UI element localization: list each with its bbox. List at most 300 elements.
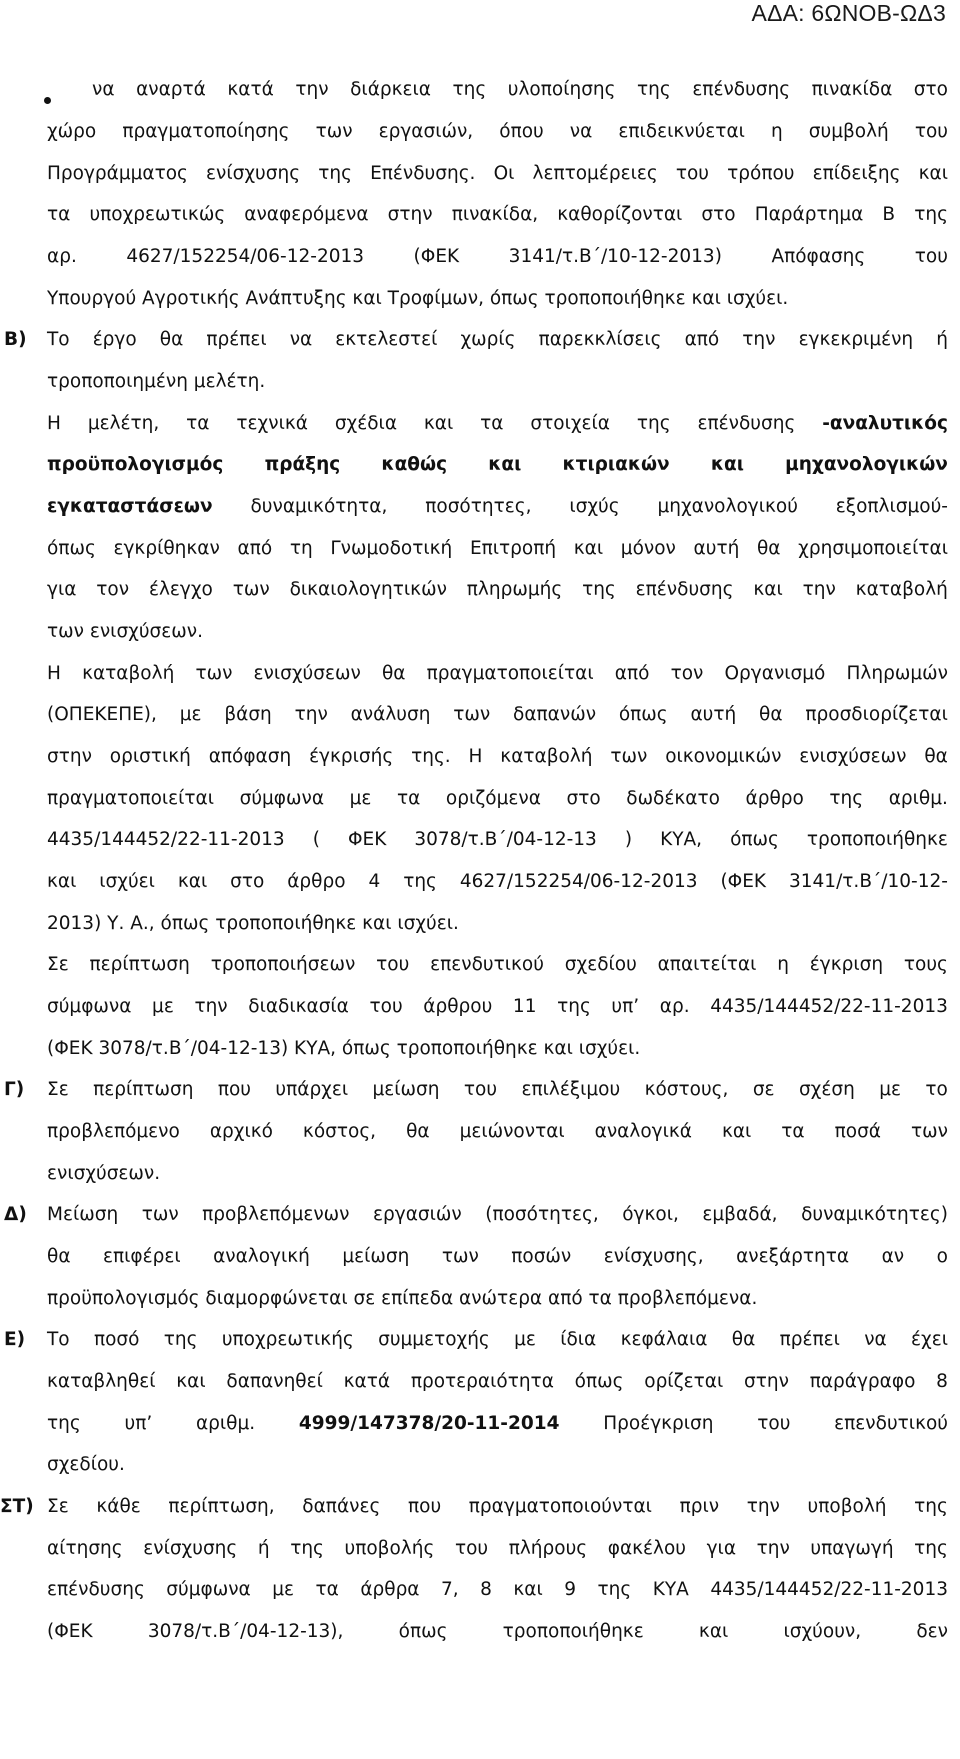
word: ποσό bbox=[93, 1329, 140, 1350]
word: με bbox=[514, 1329, 536, 1350]
word: Μείωση bbox=[47, 1204, 119, 1225]
word: οριζόμενα bbox=[445, 788, 541, 809]
word: δυναμικότητα, bbox=[250, 496, 388, 517]
word: όπως bbox=[47, 538, 96, 559]
word: πρέπει bbox=[206, 329, 267, 350]
text-line bbox=[47, 1495, 948, 1519]
word: των bbox=[910, 1121, 948, 1142]
word: τον bbox=[96, 579, 130, 600]
text-line bbox=[47, 453, 948, 477]
word: καθώς bbox=[381, 454, 448, 475]
word: 4627/152254/06-12-2013 bbox=[126, 246, 365, 267]
word: Σε bbox=[47, 954, 69, 975]
word: την bbox=[756, 1538, 790, 1559]
word: πληρωμής bbox=[466, 579, 563, 600]
word: 7, bbox=[441, 1579, 459, 1600]
word: 4435/144452/22-11-2013 bbox=[710, 1579, 948, 1600]
word: τους bbox=[903, 954, 948, 975]
word: η bbox=[777, 954, 789, 975]
text-line bbox=[47, 412, 948, 436]
word: σύμφωνα bbox=[239, 788, 325, 809]
word: περίπτωση bbox=[89, 954, 190, 975]
word: στο bbox=[230, 871, 265, 892]
word: ενίσχυσης bbox=[143, 1538, 238, 1559]
word: του bbox=[757, 1413, 791, 1434]
text-line bbox=[47, 328, 948, 352]
text-line bbox=[47, 745, 948, 769]
word: εργασιών bbox=[373, 1204, 462, 1225]
word: Προγράμματος bbox=[47, 163, 188, 184]
word: παρεκκλίσεις bbox=[538, 329, 662, 350]
word: δωδέκατο bbox=[626, 788, 720, 809]
text-run: -αναλυτικός bbox=[822, 413, 948, 434]
word: χρησιμοποιείται bbox=[798, 538, 948, 559]
word: οικονομικών bbox=[665, 746, 782, 767]
word: του bbox=[454, 1538, 489, 1559]
word: της bbox=[636, 413, 671, 434]
word: κόστος, bbox=[302, 1121, 377, 1142]
word: του bbox=[463, 1079, 498, 1100]
word: όπως bbox=[398, 1621, 448, 1642]
text-line bbox=[47, 537, 948, 561]
word: Απόφασης bbox=[771, 246, 866, 267]
word: της bbox=[318, 163, 352, 184]
word: του bbox=[914, 246, 948, 267]
text-run: σχεδίου. bbox=[47, 1454, 125, 1475]
word: 4627/152254/06-12-2013 bbox=[459, 871, 698, 892]
word: άρθρο bbox=[287, 871, 346, 892]
word: έγκρισής bbox=[309, 746, 394, 767]
word: στο bbox=[701, 204, 736, 225]
word: εγκεκριμένη bbox=[798, 329, 914, 350]
word: κατά bbox=[227, 79, 274, 100]
word: προβλεπόμενων bbox=[202, 1204, 350, 1225]
word: αναλογικά bbox=[594, 1121, 692, 1142]
word: της bbox=[914, 1496, 948, 1517]
word: προϋπολογισμός bbox=[47, 454, 224, 475]
word: κάθε bbox=[96, 1496, 141, 1517]
word: ΚΥΑ, bbox=[660, 829, 703, 850]
word: ( bbox=[312, 829, 320, 850]
word: υπ’ bbox=[124, 1413, 153, 1434]
word: ισχύς bbox=[569, 496, 620, 517]
word: λεπτομέρειες bbox=[532, 163, 658, 184]
text-line bbox=[47, 1078, 948, 1102]
word: Το bbox=[47, 329, 70, 350]
word: εγκρίθηκαν bbox=[113, 538, 220, 559]
text-line bbox=[47, 1245, 948, 1269]
word: προτεραιότητα bbox=[410, 1371, 554, 1392]
word: αν bbox=[881, 1246, 905, 1267]
word: στο bbox=[913, 79, 948, 100]
word: ανεξάρτητα bbox=[736, 1246, 850, 1267]
word: της bbox=[597, 1579, 632, 1600]
word: Πληρωμών bbox=[846, 663, 948, 684]
word: τα bbox=[315, 1579, 339, 1600]
word: 8 bbox=[936, 1371, 948, 1392]
word: ισχύει bbox=[99, 871, 155, 892]
word: τον bbox=[670, 663, 704, 684]
text-run: εγκαταστάσεων bbox=[47, 496, 213, 517]
word: Επιτροπή bbox=[469, 538, 557, 559]
word: έλεγχο bbox=[148, 579, 213, 600]
word: όπως bbox=[574, 1371, 624, 1392]
word: Σε bbox=[47, 1079, 69, 1100]
word: φακέλου bbox=[607, 1538, 687, 1559]
word: ενισχύσεων bbox=[799, 746, 907, 767]
word: καθορίζονται bbox=[557, 204, 683, 225]
word: όπου bbox=[499, 121, 544, 142]
word: Το bbox=[47, 1329, 70, 1350]
word: Η bbox=[47, 413, 61, 434]
word: για bbox=[706, 1538, 737, 1559]
word: στην bbox=[387, 204, 433, 225]
word: και bbox=[488, 454, 522, 475]
text-line bbox=[47, 995, 948, 1019]
word: που bbox=[217, 1079, 252, 1100]
word: και bbox=[513, 1579, 543, 1600]
text-line bbox=[47, 1370, 948, 1394]
section-label-b: Β) bbox=[4, 329, 27, 350]
text-line bbox=[47, 370, 265, 394]
word: επενδυτικού bbox=[430, 954, 544, 975]
word: (ΦΕΚ bbox=[720, 871, 767, 892]
text-run: ενισχύσεων. bbox=[47, 1163, 161, 1184]
word: η bbox=[770, 121, 783, 142]
word: 4435/144452/22-11-2013 bbox=[710, 996, 948, 1017]
word: της bbox=[557, 996, 591, 1017]
text-line bbox=[47, 953, 948, 977]
word: αναφερόμενα bbox=[244, 204, 369, 225]
word: τεχνικά bbox=[236, 413, 308, 434]
word: στην bbox=[47, 746, 92, 767]
word: της. bbox=[411, 746, 451, 767]
word: σε bbox=[752, 1079, 775, 1100]
word: θα bbox=[381, 663, 406, 684]
word: θα bbox=[159, 329, 184, 350]
word: αριθμ. bbox=[888, 788, 948, 809]
word: να bbox=[92, 79, 115, 100]
word: εμβαδά, bbox=[702, 1204, 778, 1225]
word: περίπτωση bbox=[93, 1079, 194, 1100]
word: χωρίς bbox=[460, 329, 516, 350]
word: άρθρο bbox=[745, 788, 804, 809]
word: Σε bbox=[47, 1496, 69, 1517]
word: της bbox=[637, 79, 671, 100]
word: οριστική bbox=[109, 746, 191, 767]
section-label-st: ΣΤ) bbox=[0, 1496, 34, 1517]
word: της bbox=[582, 579, 616, 600]
word: Οι bbox=[493, 163, 515, 184]
word: ποσά bbox=[834, 1121, 881, 1142]
word: παράγραφο bbox=[809, 1371, 916, 1392]
text-line bbox=[47, 1453, 125, 1477]
word: την bbox=[742, 329, 776, 350]
word: 3078/τ.Β΄/04-12-13), bbox=[147, 1621, 344, 1642]
word: πριν bbox=[679, 1496, 720, 1517]
word: πρέπει bbox=[779, 1329, 840, 1350]
word: χώρο bbox=[47, 121, 97, 142]
word: έχει bbox=[911, 1329, 948, 1350]
word: από bbox=[684, 329, 720, 350]
word: των bbox=[141, 1204, 179, 1225]
word: και bbox=[753, 579, 783, 600]
word: ενισχύσεων bbox=[253, 663, 361, 684]
word: του bbox=[369, 996, 403, 1017]
word: ορίζεται bbox=[644, 1371, 724, 1392]
text-line bbox=[47, 703, 948, 727]
word: Οργανισμό bbox=[724, 663, 826, 684]
text-line bbox=[47, 912, 459, 936]
word: Επένδυσης. bbox=[370, 163, 476, 184]
word: υπαγωγή bbox=[810, 1538, 894, 1559]
word: την bbox=[295, 79, 329, 100]
word: ανάλυση bbox=[350, 704, 431, 725]
word: να bbox=[289, 329, 313, 350]
word: 4 bbox=[368, 871, 381, 892]
word: Η bbox=[468, 746, 483, 767]
word: υποχρεωτικώς bbox=[89, 204, 226, 225]
word: την bbox=[294, 704, 328, 725]
text-line bbox=[47, 1037, 640, 1061]
word: τα bbox=[47, 204, 71, 225]
word: ) bbox=[624, 829, 633, 850]
word: πραγματοποιείται bbox=[47, 788, 215, 809]
word: μηχανολογικού bbox=[657, 496, 798, 517]
word: απόφαση bbox=[208, 746, 292, 767]
word: του bbox=[914, 121, 948, 142]
word: 8 bbox=[480, 1579, 492, 1600]
word: της bbox=[47, 1413, 81, 1434]
word: την bbox=[746, 1496, 780, 1517]
word: επένδυσης bbox=[47, 1579, 145, 1600]
word: των bbox=[441, 1246, 479, 1267]
word: πινακίδα, bbox=[451, 204, 539, 225]
word: Προέγκριση bbox=[603, 1413, 714, 1434]
word: μείωση bbox=[342, 1246, 410, 1267]
text-line bbox=[47, 1328, 948, 1352]
word: της bbox=[829, 788, 864, 809]
word: 3078/τ.Β΄/04-12-13 bbox=[414, 829, 597, 850]
word: αρχικό bbox=[209, 1121, 273, 1142]
word: των bbox=[195, 663, 233, 684]
word: όγκοι, bbox=[622, 1204, 679, 1225]
bullet-line bbox=[47, 120, 948, 144]
word: άρθρου bbox=[423, 996, 493, 1017]
word: υποβολή bbox=[807, 1496, 887, 1517]
word: αναλογική bbox=[213, 1246, 310, 1267]
text-line bbox=[47, 870, 948, 894]
word: της bbox=[914, 204, 948, 225]
word: υποβολής bbox=[344, 1538, 435, 1559]
word: δικαιολογητικών bbox=[289, 579, 447, 600]
word: 3141/τ.Β΄/10-12-2013) bbox=[508, 246, 722, 267]
word: τα bbox=[186, 413, 210, 434]
word: των bbox=[315, 121, 353, 142]
section-label-e: Ε) bbox=[4, 1329, 26, 1350]
word: και bbox=[47, 871, 77, 892]
text-run: προϋπολογισμός διαμορφώνεται σε επίπεδα ανώτερα από τα προβλεπόμενα. bbox=[47, 1288, 758, 1309]
word: της bbox=[163, 1329, 198, 1350]
word: και bbox=[176, 1371, 206, 1392]
word: και bbox=[698, 1621, 729, 1642]
word: της bbox=[914, 1538, 948, 1559]
word: σχέδια bbox=[334, 413, 398, 434]
word: την bbox=[802, 579, 836, 600]
word: με bbox=[349, 788, 372, 809]
word: να bbox=[864, 1329, 887, 1350]
word: πινακίδα bbox=[811, 79, 893, 100]
word: 9 bbox=[564, 1579, 577, 1600]
word: ενίσχυσης, bbox=[603, 1246, 704, 1267]
text-line bbox=[47, 1537, 948, 1561]
word: 3141/τ.Β΄/10-12- bbox=[788, 871, 948, 892]
word: με bbox=[179, 704, 202, 725]
word: μείωση bbox=[372, 1079, 440, 1100]
word: ή bbox=[936, 329, 948, 350]
word: Παράρτημα bbox=[754, 204, 864, 225]
word: επιδεικνύεται bbox=[618, 121, 745, 142]
word: της bbox=[403, 871, 437, 892]
word: προσδιορίζεται bbox=[805, 704, 948, 725]
text-line bbox=[47, 1162, 160, 1186]
word: εκτελεστεί bbox=[335, 329, 438, 350]
word: του bbox=[675, 163, 709, 184]
word: Η bbox=[47, 663, 61, 684]
word: τρόπου bbox=[727, 163, 795, 184]
text-line bbox=[47, 787, 948, 811]
text-line bbox=[47, 1203, 948, 1227]
text-line bbox=[47, 1120, 948, 1144]
word: και bbox=[573, 538, 604, 559]
word: 11 bbox=[512, 996, 537, 1017]
word: μελέτη, bbox=[87, 413, 160, 434]
word: κεφάλαια bbox=[620, 1329, 708, 1350]
word: δαπάνες bbox=[302, 1496, 381, 1517]
word: επίδειξης bbox=[812, 163, 901, 184]
word: ποσότητες, bbox=[425, 496, 532, 517]
text-line bbox=[47, 495, 948, 519]
word: αίτησης bbox=[47, 1538, 123, 1559]
text-line bbox=[47, 662, 948, 686]
word: στο bbox=[566, 788, 601, 809]
word: από bbox=[237, 538, 273, 559]
text-line bbox=[47, 578, 948, 602]
bullet-line bbox=[47, 162, 948, 186]
word: δεν bbox=[916, 1621, 948, 1642]
text-run: Υπουργού Αγροτικής Ανάπτυξης και Τροφίμων, όπως τροποποιήθηκε και ισχύει. bbox=[47, 288, 789, 309]
section-label-d: Δ) bbox=[4, 1204, 27, 1225]
word: (ΟΠΕΚΕΠΕ), bbox=[47, 704, 157, 725]
word: μόνον bbox=[620, 538, 676, 559]
text-run: (ΦΕΚ 3078/τ.Β΄/04-12-13) ΚΥΑ, όπως τροποποιήθηκε και ισχύει. bbox=[47, 1038, 641, 1059]
word: αρ. bbox=[659, 996, 690, 1017]
word: (ΦΕΚ bbox=[47, 1621, 93, 1642]
word: (ΦΕΚ bbox=[413, 246, 460, 267]
word: της bbox=[290, 1538, 324, 1559]
word: πράξης bbox=[264, 454, 341, 475]
word: σύμφωνα bbox=[47, 996, 132, 1017]
word: ΚΥΑ bbox=[652, 1579, 689, 1600]
word: κόστους, bbox=[644, 1079, 729, 1100]
word: θα bbox=[924, 746, 948, 767]
word: επένδυσης bbox=[692, 79, 791, 100]
word: επιφέρει bbox=[102, 1246, 181, 1267]
word: δαπανών bbox=[513, 704, 597, 725]
word: ο bbox=[936, 1246, 948, 1267]
bullet-icon bbox=[44, 97, 51, 104]
word: διάρκεια bbox=[350, 79, 431, 100]
word: ίδια bbox=[560, 1329, 597, 1350]
word: σύμφωνα bbox=[166, 1579, 251, 1600]
word: τροποποιήσεων bbox=[210, 954, 356, 975]
word: επιλέξιμου bbox=[521, 1079, 621, 1100]
word: ποσών bbox=[511, 1246, 572, 1267]
word: των bbox=[610, 746, 648, 767]
word: υποχρεωτικής bbox=[221, 1329, 354, 1350]
word: υπάρχει bbox=[275, 1079, 349, 1100]
text-run: τροποποιημένη μελέτη. bbox=[47, 371, 266, 392]
word: να bbox=[569, 121, 593, 142]
word: αρ. bbox=[47, 246, 77, 267]
word: ΦΕΚ bbox=[347, 829, 387, 850]
text-line bbox=[47, 1412, 948, 1436]
word: θα bbox=[759, 704, 783, 725]
word: και bbox=[710, 454, 744, 475]
word: συμβολή bbox=[808, 121, 889, 142]
word: μηχανολογικών bbox=[785, 454, 948, 475]
word: τροποποιήθηκε bbox=[806, 829, 948, 850]
word: υπ’ bbox=[611, 996, 640, 1017]
word: με bbox=[152, 996, 174, 1017]
word: και bbox=[423, 413, 454, 434]
word: κατά bbox=[343, 1371, 391, 1392]
word: πλήρους bbox=[508, 1538, 588, 1559]
word: επένδυσης bbox=[697, 413, 796, 434]
word: πραγματοποιούνται bbox=[468, 1496, 652, 1517]
section-label-g: Γ) bbox=[4, 1079, 25, 1100]
word: περίπτωση, bbox=[168, 1496, 275, 1517]
word: δαπανηθεί bbox=[226, 1371, 323, 1392]
word: επένδυσης bbox=[635, 579, 734, 600]
word: καταβολή bbox=[82, 663, 175, 684]
word: με bbox=[272, 1579, 294, 1600]
word: μειώνονται bbox=[459, 1121, 565, 1142]
word: αριθμ. bbox=[195, 1413, 256, 1434]
bullet-line bbox=[47, 245, 948, 269]
word: ισχύουν, bbox=[783, 1621, 862, 1642]
word: του bbox=[376, 954, 410, 975]
word: με bbox=[879, 1079, 901, 1100]
word: βάση bbox=[224, 704, 272, 725]
word: συμμετοχής bbox=[378, 1329, 490, 1350]
word: όπως bbox=[618, 704, 668, 725]
word: αυτή bbox=[690, 704, 737, 725]
word: και bbox=[177, 871, 208, 892]
word: αναρτά bbox=[136, 79, 206, 100]
word: σχέση bbox=[798, 1079, 855, 1100]
word: θα bbox=[731, 1329, 756, 1350]
word: τα bbox=[396, 788, 421, 809]
text-run: 4999/147378/20-11-2014 bbox=[298, 1413, 560, 1434]
word: έγκριση bbox=[809, 954, 884, 975]
text-line bbox=[47, 620, 203, 644]
word: απαιτείται bbox=[657, 954, 757, 975]
bullet-line bbox=[47, 203, 948, 227]
word: αυτή bbox=[693, 538, 740, 559]
word: των bbox=[453, 704, 491, 725]
word: στοιχεία bbox=[530, 413, 610, 434]
